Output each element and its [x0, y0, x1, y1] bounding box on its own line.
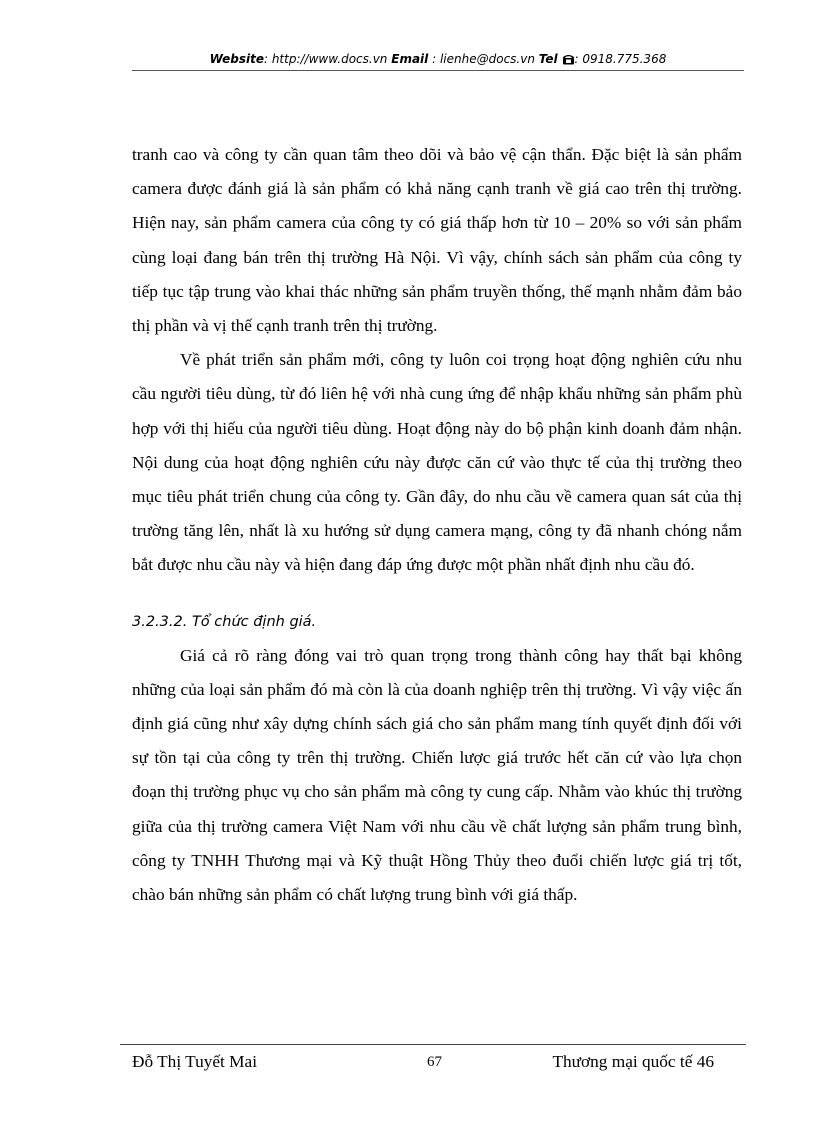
website-value: : http://www.docs.vn [263, 52, 388, 66]
website-label: Website [209, 52, 264, 66]
page-footer [132, 1048, 744, 1076]
email-label: Email [391, 52, 429, 66]
email-value: : lienhe@docs.vn [432, 52, 535, 66]
body-paragraph: Giá cả rõ ràng đóng vai trò quan trọng trong thành công hay thất bại không những của loại sản phẩm đó mà còn là của doanh nghiệp trên thị trường. Vì vậy việc ấn định giá cũng như xây dựng chính sách giá cho sản phẩm mang tính quyết định đối với sự tồn tại của công ty trên thị trường. Chiến lược giá trước hết căn cứ vào lựa chọn đoạn thị trường phục vụ cho sản phẩm mà công ty cung cấp. Nhằm vào khúc thị trường giữa của thị trường camera Việt Nam với nhu cầu về chất lượng sản phẩm trung bình, công ty TNHH Thương mại và Kỹ thuật Hồng Thủy theo đuổi chiến lược giá trị tốt, chào bán những sản phẩm có chất lượng trung bình với giá thấp. [132, 645, 742, 905]
body-paragraph: tranh cao và công ty cần quan tâm theo dõi và bảo vệ cận thẩn. Đặc biệt là sản phẩm camera được đánh giá là sản phẩm có khả năng cạnh tranh về giá cao trên thị trường. Hiện nay, sản phẩm camera của công ty có giá thấp hơn từ 10 – 20% so với sản phẩm cùng loại đang bán trên thị trường Hà Nội. Vì vậy, chính sách sản phẩm của công ty tiếp tục tập trung vào khai thác những sản phẩm truyền thống, thế mạnh nhằm đảm bảo thị phần và vị thế cạnh tranh trên thị trường. [132, 145, 742, 336]
tel-label: Tel [538, 52, 558, 66]
page-number: 67 [427, 1054, 442, 1070]
body-paragraph: Về phát triển sản phẩm mới, công ty luôn coi trọng hoạt động nghiên cứu nhu cầu người tiêu dùng, từ đó liên hệ với nhà cung ứng để nhập khẩu những sản phẩm phù hợp với thị hiếu của người tiêu dùng. Hoạt động này do bộ phận kinh doanh đảm nhận. Nội dung của hoạt động nghiên cứu này được căn cứ vào thực tế của thị trường theo mục tiêu phát triển chung của công ty. Gần đây, do nhu cầu về camera quan sát của thị trường tăng lên, nhất là xu hướng sử dụng camera mạng, công ty đã nhanh chóng nắm bắt được nhu cầu này và hiện đang đáp ứng được một phần nhất định nhu cầu đó. [132, 350, 742, 575]
header-divider [132, 70, 744, 71]
section-heading: 3.2.3.2. Tổ chức định giá. [132, 613, 317, 630]
phone-icon [562, 52, 575, 70]
tel-value: : 0918.775.368 [574, 52, 667, 66]
footer-divider [120, 1044, 746, 1045]
footer-author: Đỗ Thị Tuyết Mai [132, 1052, 257, 1071]
document-body [132, 138, 742, 912]
page-header [132, 50, 744, 70]
footer-course: Thương mại quốc tế 46 [552, 1052, 714, 1071]
